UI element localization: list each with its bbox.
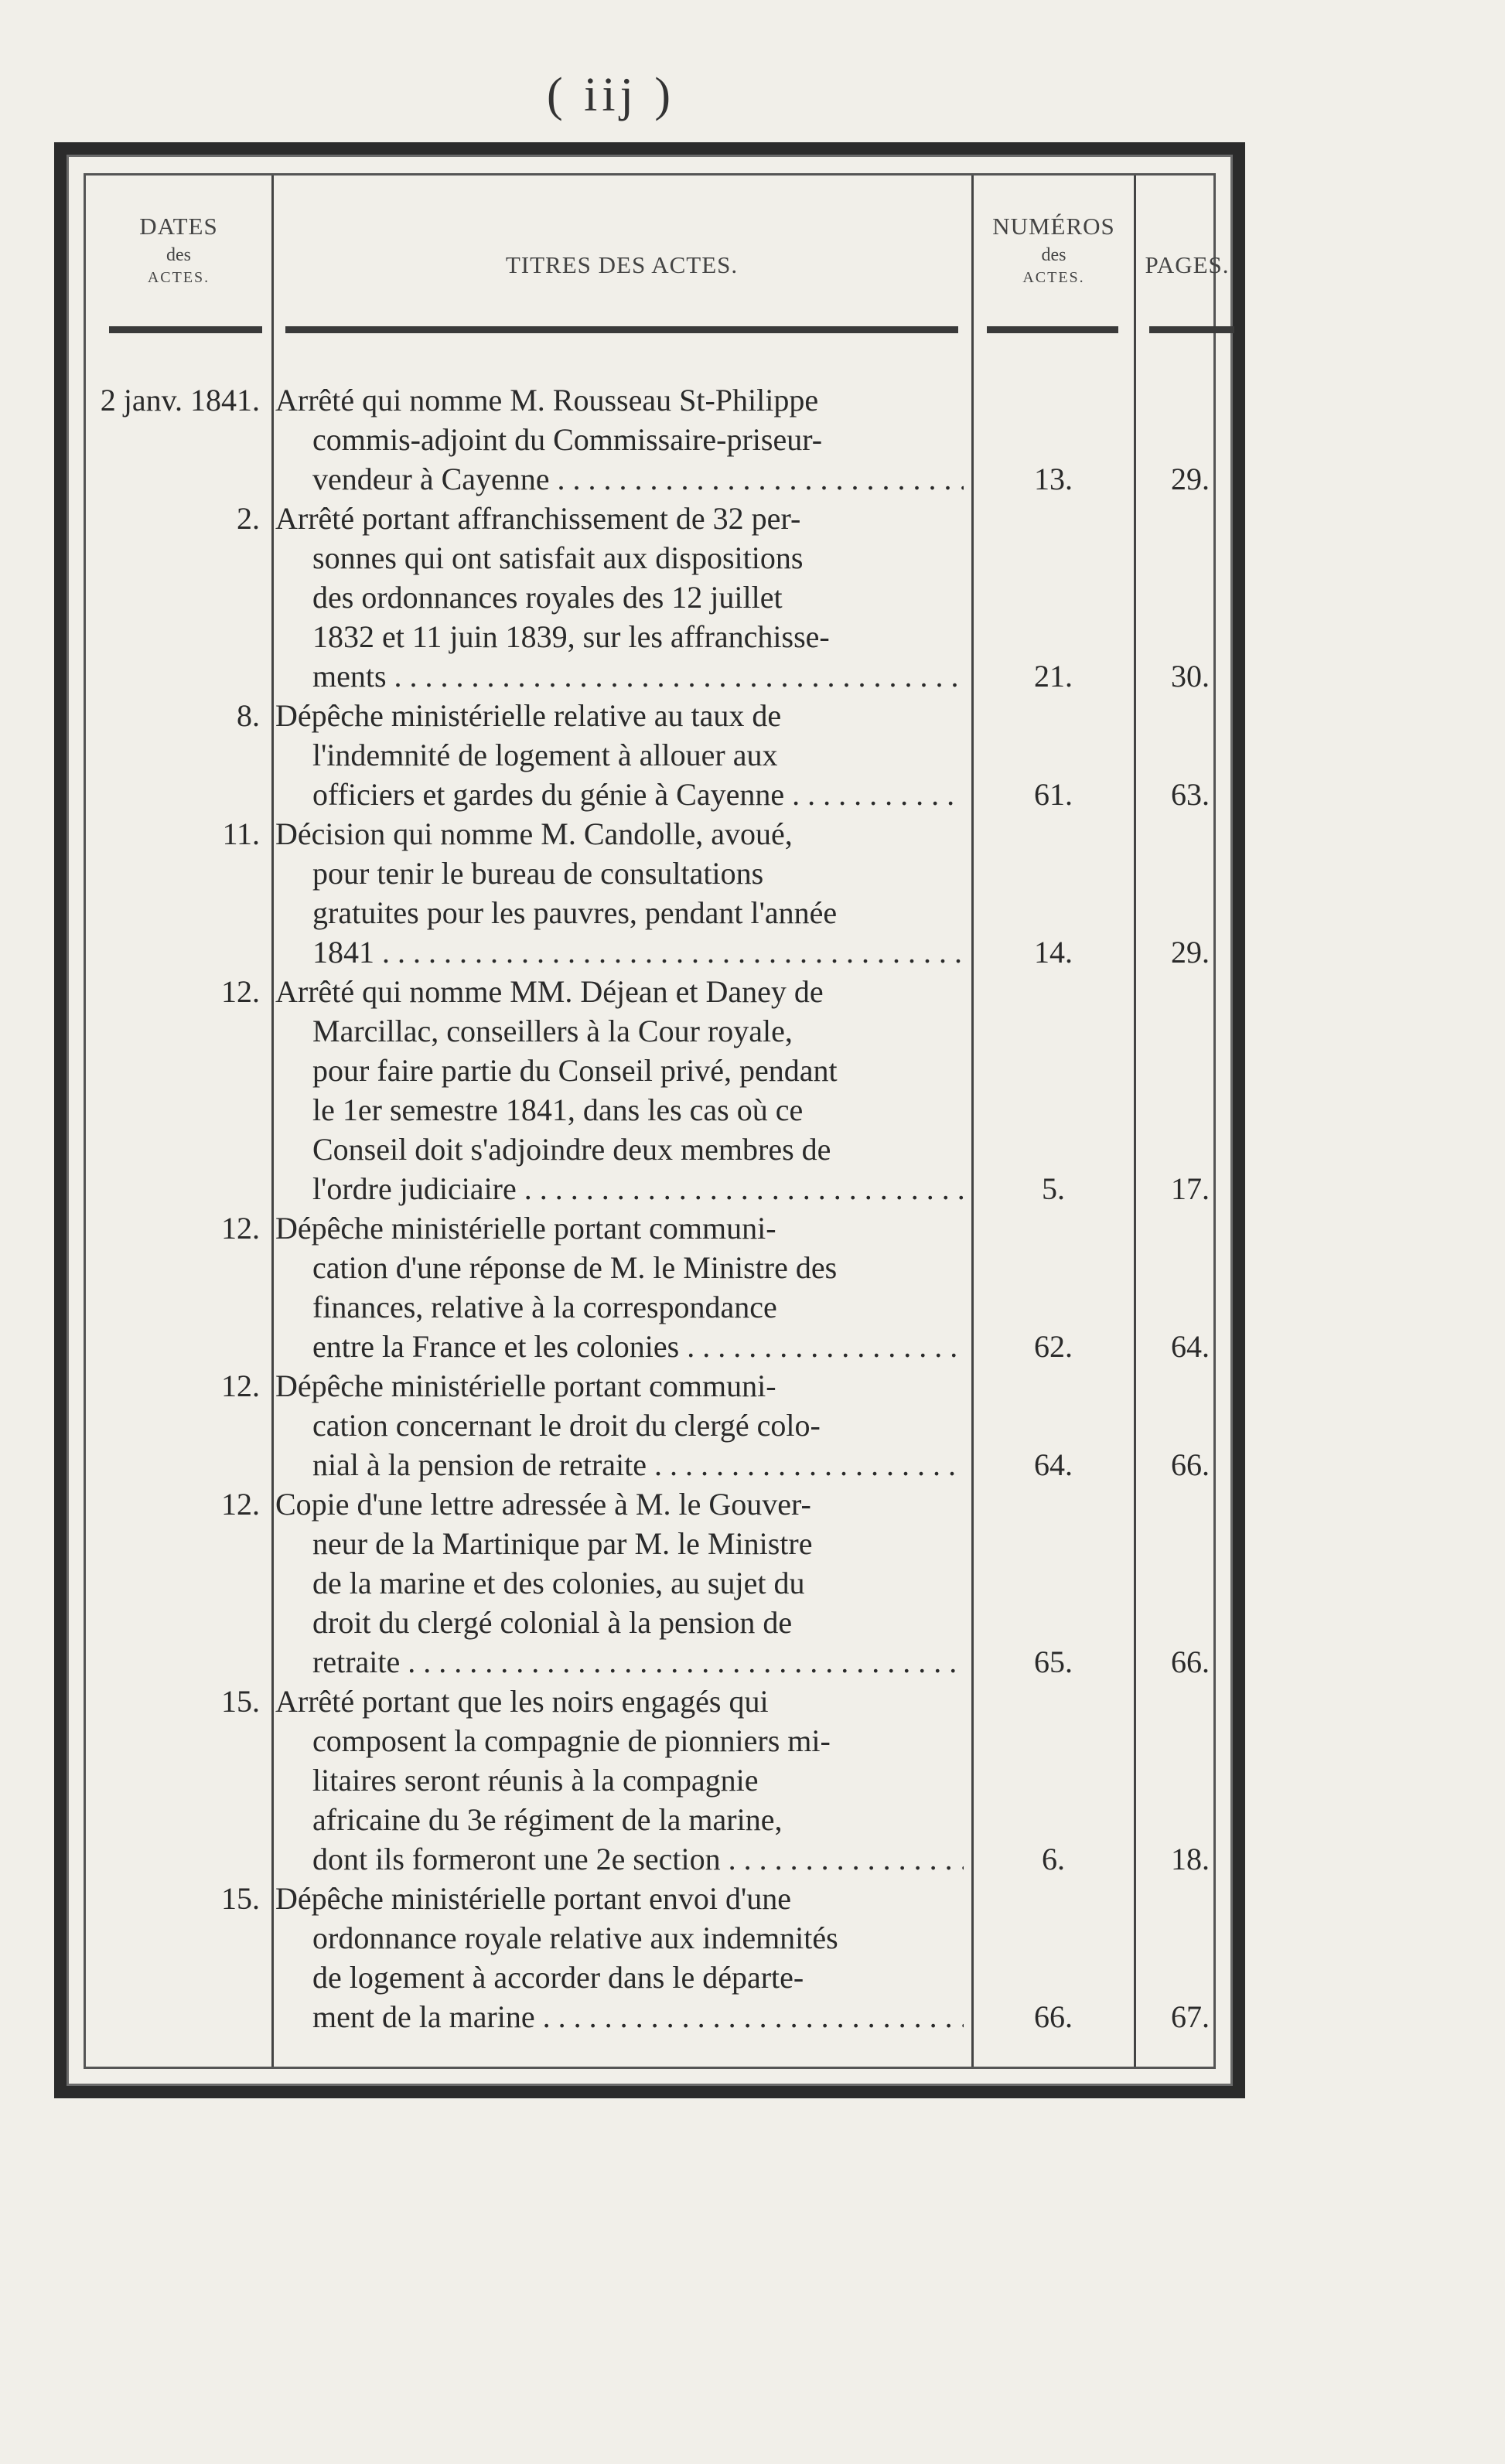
row-title-line: droit du clergé colonial à la pension de: [312, 1605, 793, 1640]
row-title-line: neur de la Martinique par M. le Ministre: [312, 1526, 813, 1561]
row-numero: 14.: [1034, 935, 1073, 970]
row-title: [275, 499, 964, 696]
row-title-line: cation concernant le droit du clergé colo-: [312, 1408, 821, 1443]
row-title-line: pour faire partie du Conseil privé, pendant: [312, 1053, 838, 1088]
row-page: 30.: [1171, 659, 1210, 694]
row-title-last-line: vendeur à Cayenne . . .: [275, 459, 964, 499]
row-date: 2.: [237, 501, 260, 536]
row-title-line: composent la compagnie de pionniers mi-: [312, 1723, 831, 1758]
row-date: 11.: [222, 816, 260, 851]
table-row: [86, 380, 1213, 499]
table-row: [86, 1484, 1213, 1682]
header-rule: [1149, 326, 1234, 333]
row-title-line: l'indemnité de logement à allouer aux: [312, 738, 778, 772]
row-numero: 65.: [1034, 1644, 1073, 1679]
row-title-line: de la marine et des colonies, au sujet du: [312, 1566, 805, 1600]
row-title-line: Dépêche ministérielle portant envoi d'une: [275, 1881, 791, 1916]
row-title-last-line: l'ordre judiciaire . . .: [275, 1169, 964, 1208]
row-title-line: gratuites pour les pauvres, pendant l'année: [312, 895, 838, 930]
row-title-line: commis-adjoint du Commissaire-priseur-: [312, 422, 823, 457]
row-numero: 21.: [1034, 659, 1073, 694]
table-row: [86, 696, 1213, 814]
row-title: [275, 1366, 964, 1484]
row-title: [275, 1879, 964, 2036]
row-title-line: 1832 et 11 juin 1839, sur les affranchisse-: [312, 619, 830, 654]
row-title: [275, 814, 964, 972]
header-numeros: NUMÉROS des ACTES.: [992, 213, 1115, 287]
row-numero: 64.: [1034, 1447, 1073, 1482]
header-pages: PAGES.: [1145, 251, 1230, 278]
row-title-last-line: entre la France et les colonies . . .: [275, 1327, 964, 1366]
row-date: 12.: [221, 1211, 260, 1246]
row-title-line: sonnes qui ont satisfait aux dispositions: [312, 540, 804, 575]
row-title: [275, 972, 964, 1208]
header-rule: [109, 326, 262, 333]
table-frame: [54, 142, 1245, 2098]
row-title-line: Décision qui nomme M. Candolle, avoué,: [275, 816, 793, 851]
header-dates: DATES des ACTES.: [139, 213, 218, 287]
row-title-line: de logement à accorder dans le départe-: [312, 1960, 804, 1995]
row-page: 29.: [1171, 462, 1210, 496]
row-title-last-line: retraite . . .: [275, 1642, 964, 1682]
row-date: 8.: [237, 698, 260, 733]
row-date: 2 janv. 1841.: [100, 383, 260, 417]
row-page: 63.: [1171, 777, 1210, 812]
row-numero: 6.: [1042, 1842, 1065, 1876]
row-page: 66.: [1171, 1447, 1210, 1482]
row-title-line: Arrêté qui nomme M. Rousseau St-Philippe: [275, 383, 819, 417]
row-title-line: litaires seront réunis à la compagnie: [312, 1763, 759, 1798]
table-row: [86, 1366, 1213, 1484]
row-title-line: des ordonnances royales des 12 juillet: [312, 580, 783, 615]
row-title-last-line: officiers et gardes du génie à Cayenne . . .: [275, 775, 964, 814]
row-title-line: Arrêté portant affranchissement de 32 per-: [275, 501, 801, 536]
row-page: 64.: [1171, 1329, 1210, 1364]
row-title-line: Copie d'une lettre adressée à M. le Gouver-: [275, 1487, 811, 1522]
header-rule: [285, 326, 958, 333]
row-date: 15.: [221, 1684, 260, 1719]
row-numero: 13.: [1034, 462, 1073, 496]
row-page: 18.: [1171, 1842, 1210, 1876]
row-title-last-line: ments . . .: [275, 656, 964, 696]
row-title-line: ordonnance royale relative aux indemnités: [312, 1920, 838, 1955]
row-title-line: le 1er semestre 1841, dans les cas où ce: [312, 1092, 804, 1127]
table-row: [86, 499, 1213, 696]
table-row: [86, 1682, 1213, 1879]
table-row: [86, 1208, 1213, 1366]
row-date: 12.: [221, 974, 260, 1009]
row-title: [275, 1484, 964, 1682]
row-title-line: africaine du 3e régiment de la marine,: [312, 1802, 783, 1837]
row-title-line: pour tenir le bureau de consultations: [312, 856, 764, 891]
row-date: 12.: [221, 1487, 260, 1522]
row-page: 67.: [1171, 1999, 1210, 2034]
row-title-line: Dépêche ministérielle portant communi-: [275, 1211, 776, 1246]
row-page: 66.: [1171, 1644, 1210, 1679]
row-title-line: Arrêté qui nomme MM. Déjean et Daney de: [275, 974, 824, 1009]
row-numero: 5.: [1042, 1171, 1065, 1206]
row-title-line: Conseil doit s'adjoindre deux membres de: [312, 1132, 831, 1167]
row-title-line: Dépêche ministérielle portant communi-: [275, 1368, 776, 1403]
table-row: [86, 814, 1213, 972]
row-title-last-line: ment de la marine . . .: [275, 1997, 964, 2036]
row-title-last-line: nial à la pension de retraite . . .: [275, 1445, 964, 1484]
table-inner: [84, 173, 1230, 2069]
row-date: 12.: [221, 1368, 260, 1403]
row-title-last-line: 1841 . . .: [275, 932, 964, 972]
row-title: [275, 380, 964, 499]
header-rule: [987, 326, 1118, 333]
row-title: [275, 1208, 964, 1366]
row-title: [275, 1682, 964, 1879]
row-title-line: Marcillac, conseillers à la Cour royale,: [312, 1014, 793, 1048]
page-number: ( iij ): [547, 69, 675, 121]
row-page: 17.: [1171, 1171, 1210, 1206]
row-numero: 66.: [1034, 1999, 1073, 2034]
row-page: 29.: [1171, 935, 1210, 970]
row-title-line: Dépêche ministérielle relative au taux de: [275, 698, 782, 733]
table-row: [86, 972, 1213, 1208]
row-numero: 62.: [1034, 1329, 1073, 1364]
row-title-line: finances, relative à la correspondance: [312, 1290, 777, 1324]
table-row: [86, 1879, 1213, 2036]
row-numero: 61.: [1034, 777, 1073, 812]
row-title-line: cation d'une réponse de M. le Ministre des: [312, 1250, 838, 1285]
row-title-last-line: dont ils formeront une 2e section . . .: [275, 1839, 964, 1879]
header-titres: TITRES DES ACTES.: [505, 251, 739, 278]
row-title-line: Arrêté portant que les noirs engagés qui: [275, 1684, 769, 1719]
row-title: [275, 696, 964, 814]
row-date: 15.: [221, 1881, 260, 1916]
